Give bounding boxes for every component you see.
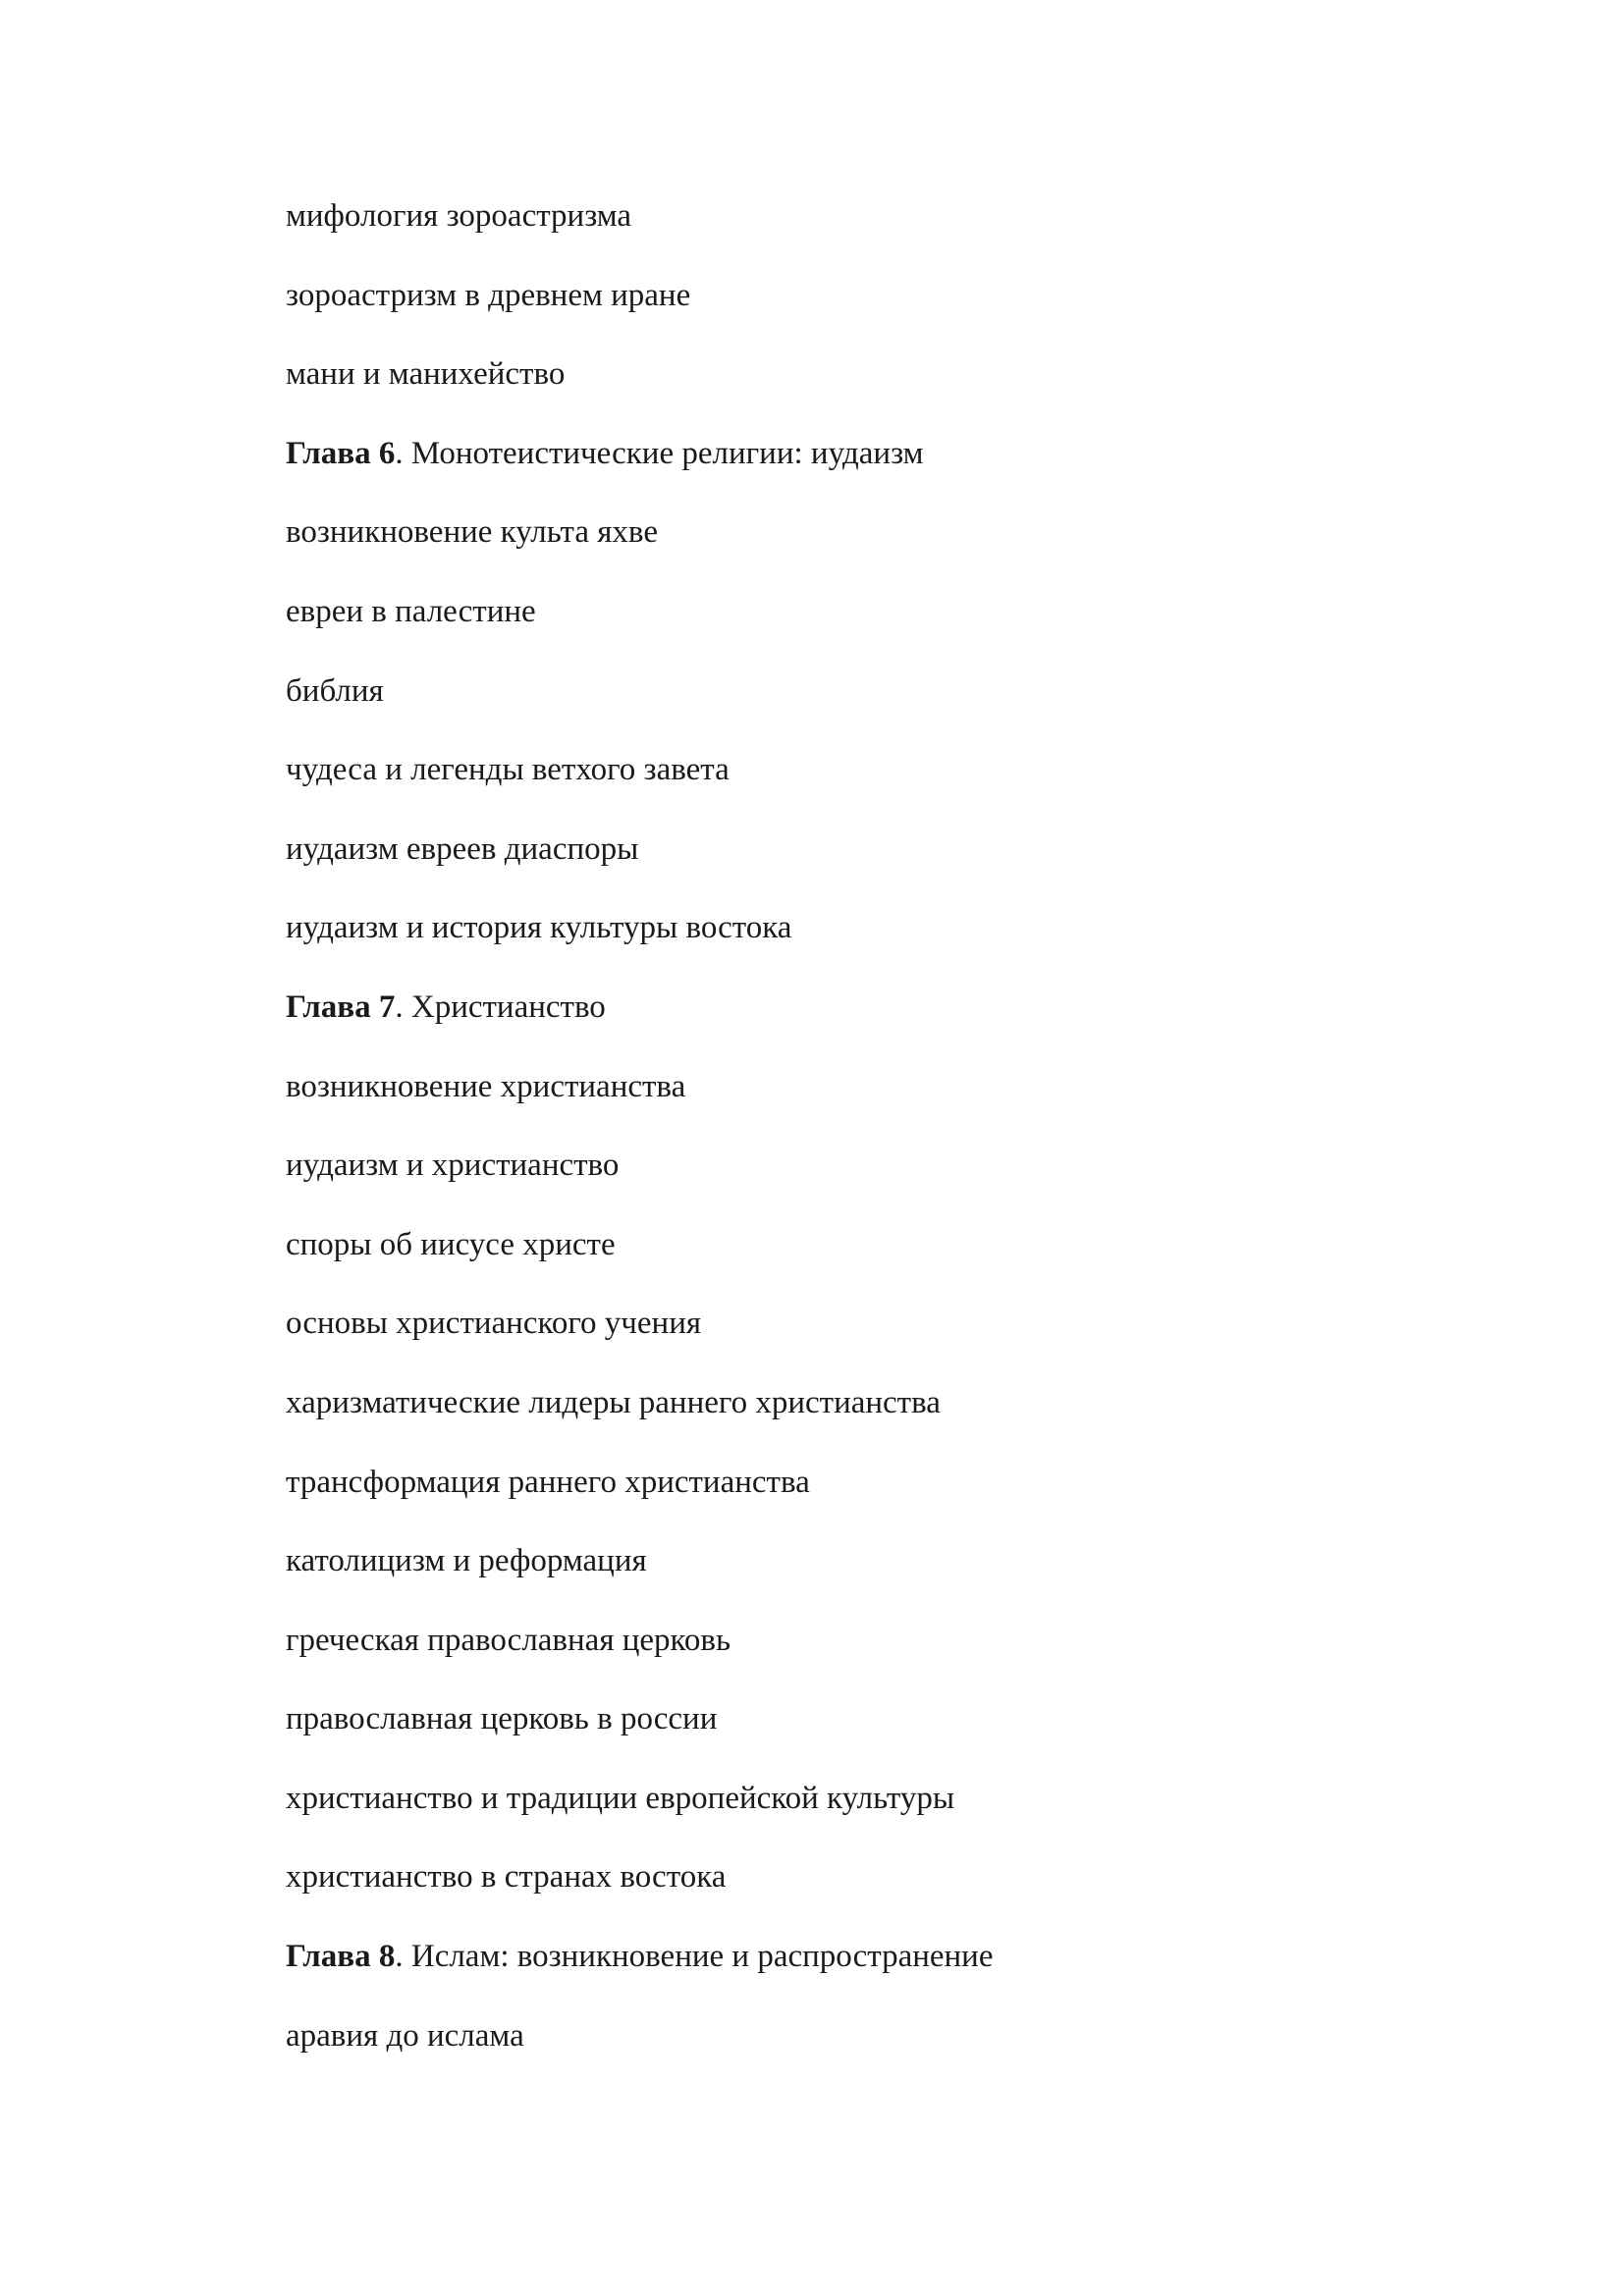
toc-line: иудаизм и христианство	[286, 1148, 620, 1184]
toc-line: аравия до ислама	[286, 2017, 524, 2054]
toc-line: православная церковь в россии	[286, 1701, 718, 1737]
toc-line: греческая православная церковь	[286, 1622, 731, 1658]
toc-line: христианство в странах востока	[286, 1859, 727, 1896]
toc-line: харизматические лидеры раннего христианства	[286, 1384, 941, 1420]
chapter-number: Глава 7	[286, 988, 396, 1025]
table-of-contents	[286, 192, 1464, 2091]
chapter-number: Глава 8	[286, 1939, 396, 1975]
toc-line: иудаизм евреев диаспоры	[286, 830, 639, 867]
toc-line: возникновение культа яхве	[286, 514, 658, 551]
chapter-number: Глава 6	[286, 435, 396, 471]
toc-line: возникновение христианства	[286, 1068, 686, 1104]
toc-line: мифология зороастризма	[286, 198, 632, 234]
toc-line: чудеса и легенды ветхого завета	[286, 752, 730, 788]
toc-line: библия	[286, 672, 384, 709]
toc-line: евреи в палестине	[286, 593, 536, 629]
toc-line: споры об иисусе христе	[286, 1226, 616, 1262]
chapter-heading: Глава 8. Ислам: возникновение и распространение	[286, 1939, 994, 1975]
toc-line: христианство и традиции европейской культуры	[286, 1780, 955, 1816]
toc-line: зороастризм в древнем иране	[286, 277, 691, 313]
toc-line: основы христианского учения	[286, 1306, 702, 1342]
toc-line: мани и манихейство	[286, 356, 566, 393]
chapter-heading: Глава 7. Христианство	[286, 988, 606, 1025]
toc-line: иудаизм и история культуры востока	[286, 910, 792, 946]
chapter-heading: Глава 6. Монотеистические религии: иудаизм	[286, 435, 924, 471]
toc-line: трансформация раннего христианства	[286, 1464, 810, 1500]
toc-line: католицизм и реформация	[286, 1543, 647, 1579]
